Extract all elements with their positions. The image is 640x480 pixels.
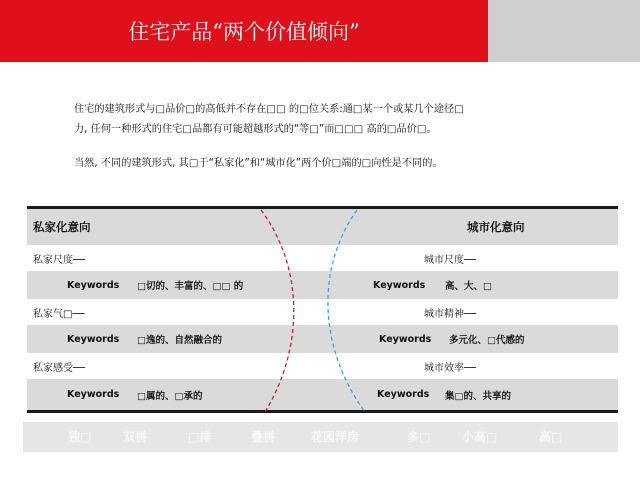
right-item: 城市效率──: [424, 362, 477, 374]
orientation-curves: [27, 206, 618, 413]
building-type-item: 独□: [68, 430, 92, 444]
building-type-item: 多□: [407, 430, 431, 444]
intro-line-1: 住宅的建筑形式与□品价□的高低并不存在□□ 的□位关系:通□某一个或某几个途径□: [74, 104, 464, 115]
right-header: 城市化意向: [467, 220, 525, 234]
building-type-item: 小高□: [462, 430, 498, 444]
intro-paragraph: [74, 100, 574, 140]
building-type-item: 高□: [539, 430, 563, 444]
left-item: 私家感受──: [33, 362, 86, 374]
left-keywords-value: □属的、□承的: [137, 390, 203, 402]
right-keywords-value: 集□的、共享的: [445, 390, 511, 402]
left-keywords-value: □切的、丰富的、□□ 的: [137, 281, 244, 292]
left-keywords-label: Keywords: [67, 333, 120, 345]
left-item: 私家气□──: [33, 308, 85, 320]
right-keywords-value: 高、大、□: [445, 281, 492, 292]
right-keywords-label: Keywords: [373, 279, 426, 291]
urban-orientation-curve: [328, 210, 365, 412]
left-keywords-label: Keywords: [67, 279, 120, 291]
left-keywords-label: Keywords: [67, 389, 120, 400]
private-orientation-curve: [261, 210, 294, 412]
building-type-item: 双拼: [123, 430, 148, 444]
value-orientation-table: [27, 206, 618, 413]
right-keywords-label: Keywords: [377, 389, 430, 400]
building-type-bar: [23, 422, 618, 452]
left-item: 私家尺度──: [33, 254, 86, 266]
left-keywords-value: □逸的、自然融合的: [137, 335, 222, 346]
intro-line-2: 力, 任何一种形式的住宅□品都有可能超越形式的“等□”而□□□ 高的□品价□。: [74, 124, 437, 135]
building-type-item: 叠拼: [251, 430, 276, 444]
intro-note: 当然, 不同的建筑形式, 其□于“私家化”和“城市化”两个价□端的□向性是不同的。: [74, 158, 443, 169]
left-header: 私家化意向: [33, 220, 91, 234]
right-keywords-label: Keywords: [379, 333, 432, 345]
right-item: 城市精神──: [424, 308, 477, 320]
building-type-item: □排: [188, 430, 212, 444]
right-keywords-value: 多元化、□代感的: [449, 335, 525, 346]
page-title: 住宅产品“两个价值倾向”: [128, 20, 360, 44]
right-item: 城市尺度──: [424, 254, 477, 266]
building-type-item: 花园洋房: [311, 430, 360, 444]
